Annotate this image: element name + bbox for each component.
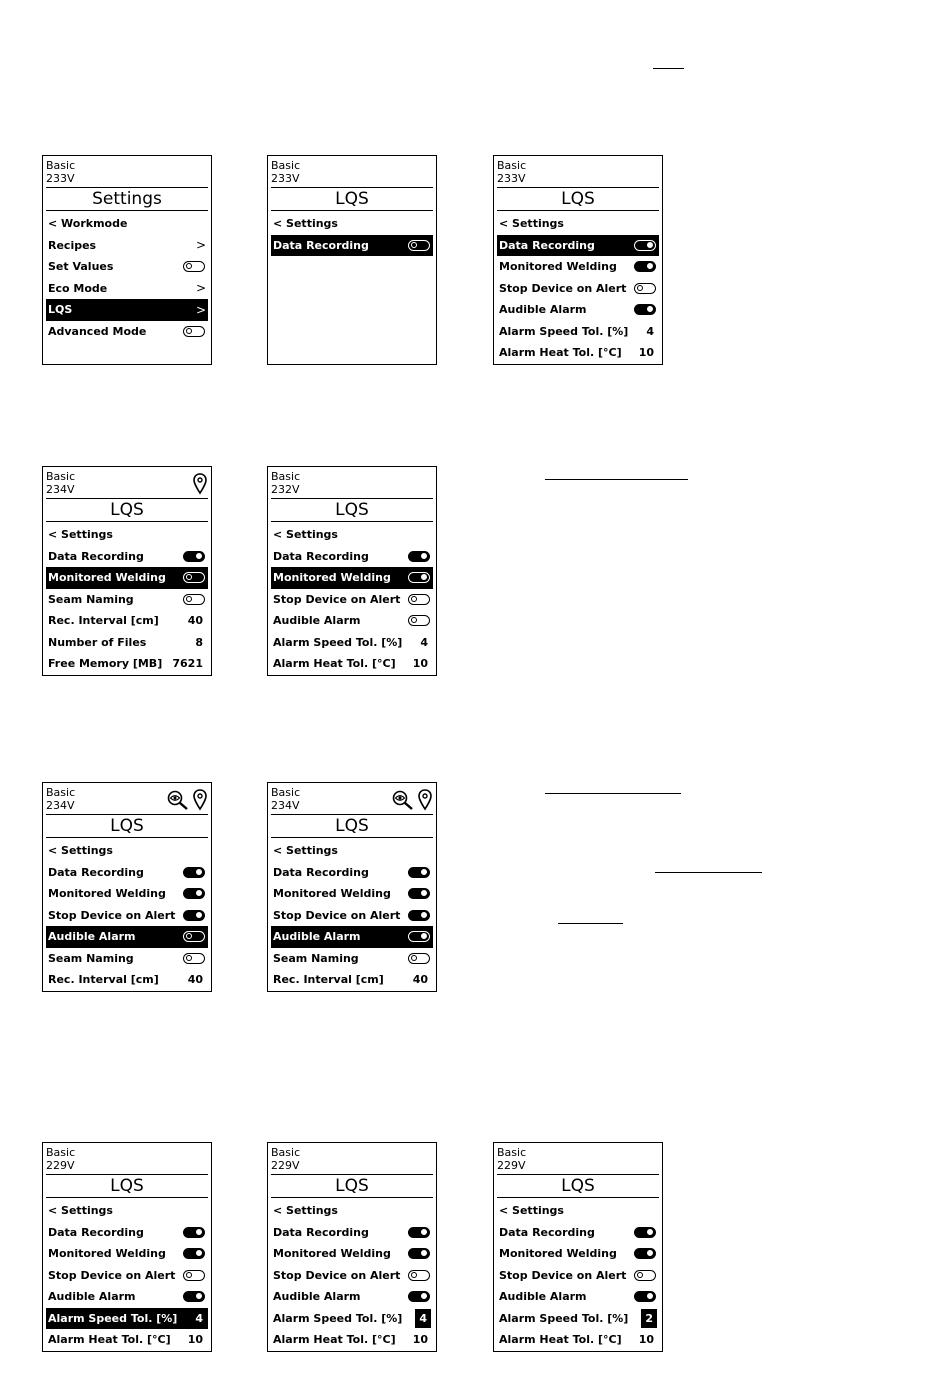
menu-item[interactable] [271,235,433,257]
menu-item[interactable] [497,1265,659,1287]
menu-item-label: Data Recording [499,1225,595,1239]
divider [497,187,659,188]
back-button[interactable] [46,213,208,235]
divider [271,1174,433,1175]
menu-list [271,524,433,675]
menu-item[interactable] [497,256,659,278]
menu-item-value: 40 [412,973,428,987]
menu-item-label: Monitored Welding [48,1247,166,1261]
toggle-switch[interactable] [183,953,205,964]
menu-item-label: Monitored Welding [273,887,391,901]
menu-item-label: Stop Device on Alert [48,1268,176,1282]
divider [271,814,433,815]
menu-item-label: Alarm Heat Tol. [°C] [499,1333,622,1347]
back-label: < Settings [48,1204,113,1218]
screen-header [497,1146,526,1172]
voltage-readout: 232V [271,483,300,496]
menu-item[interactable] [271,653,433,675]
back-label: < Workmode [48,217,128,231]
menu-item-label: Alarm Speed Tol. [%] [499,1311,629,1325]
menu-item[interactable] [46,926,208,948]
back-label: < Settings [273,1204,338,1218]
menu-item-label: Data Recording [499,238,595,252]
menu-item-label: Free Memory [MB] [48,657,163,671]
menu-item-label: Alarm Speed Tol. [%] [499,324,629,338]
menu-item-value: 7621 [172,657,203,671]
divider [271,210,433,211]
menu-item[interactable] [497,278,659,300]
menu-item-label: Stop Device on Alert [499,281,627,295]
voltage-readout: 233V [497,172,526,185]
menu-item[interactable] [271,905,433,927]
back-button[interactable] [271,524,433,546]
menu-item[interactable] [271,1222,433,1244]
back-button[interactable] [271,1200,433,1222]
menu-list [46,213,208,342]
menu-item-label: Audible Alarm [499,303,587,317]
menu-item-label: Data Recording [273,238,369,252]
menu-item-label: Rec. Interval [cm] [273,973,384,987]
back-button[interactable] [497,213,659,235]
back-button[interactable] [271,213,433,235]
menu-item-label: Alarm Heat Tol. [°C] [48,1333,171,1347]
screen-title: LQS [335,500,369,520]
toggle-switch[interactable] [408,240,430,251]
menu-item-value: 10 [412,657,428,671]
menu-item-value: 10 [638,346,654,360]
menu-item-label: Monitored Welding [48,571,166,585]
menu-item-label: Seam Naming [273,951,359,965]
menu-item-value: 4 [195,1311,203,1325]
divider [271,187,433,188]
menu-item-label: Alarm Heat Tol. [°C] [273,657,396,671]
screen-title: LQS [335,189,369,209]
toggle-switch[interactable] [408,1270,430,1281]
menu-item[interactable] [271,862,433,884]
voltage-readout: 234V [271,799,300,812]
voltage-readout: 233V [46,172,75,185]
toggle-switch[interactable] [408,1291,430,1302]
screen-header [46,470,75,496]
divider [46,187,208,188]
mode-label: Basic [46,470,76,483]
mode-label: Basic [271,786,301,799]
mode-label: Basic [46,786,76,799]
back-button[interactable] [46,524,208,546]
divider [46,837,208,838]
menu-item[interactable] [271,567,433,589]
menu-item[interactable] [271,589,433,611]
menu-item-label: Seam Naming [48,951,134,965]
mode-label: Basic [497,159,527,172]
mode-label: Basic [271,1146,301,1159]
menu-item[interactable] [497,321,659,343]
divider [271,498,433,499]
toggle-switch[interactable] [183,867,205,878]
menu-item[interactable] [46,653,208,675]
menu-item[interactable] [497,1222,659,1244]
menu-item-label: Alarm Speed Tol. [%] [273,1311,403,1325]
menu-item-label: Audible Alarm [48,930,136,944]
location-pin-icon [418,789,432,815]
toggle-switch[interactable] [183,572,205,583]
menu-item[interactable] [497,1329,659,1351]
menu-item-value: 8 [195,635,203,649]
screen-header [46,1146,75,1172]
menu-item-label: Recipes [48,238,97,252]
menu-item[interactable] [271,1265,433,1287]
toggle-switch[interactable] [408,615,430,626]
divider [271,521,433,522]
menu-item[interactable] [46,1265,208,1287]
menu-item-value: 4 [646,324,654,338]
back-button[interactable] [271,840,433,862]
divider [497,1174,659,1175]
menu-item[interactable] [497,1308,659,1330]
screen-header [46,159,75,185]
voltage-readout: 229V [271,1159,300,1172]
menu-list [271,840,433,991]
divider [271,837,433,838]
toggle-switch[interactable] [634,1291,656,1302]
toggle-switch[interactable] [408,1248,430,1259]
menu-item-label: Alarm Speed Tol. [%] [48,1311,178,1325]
toggle-switch[interactable] [183,888,205,899]
voltage-readout: 229V [497,1159,526,1172]
device-screen [267,1142,437,1352]
screen-title: LQS [110,500,144,520]
menu-item[interactable] [46,589,208,611]
menu-item-value: 10 [187,1333,203,1347]
mode-label: Basic [46,159,76,172]
device-screen [493,1142,663,1352]
back-button[interactable] [46,840,208,862]
menu-item[interactable] [46,567,208,589]
back-label: < Settings [273,217,338,231]
magnifier-eye-icon [392,790,414,814]
menu-item-value: 2 [641,1309,657,1328]
menu-item-label: LQS [48,303,73,317]
screen-header [271,159,300,185]
menu-item[interactable] [497,342,659,364]
menu-item[interactable] [46,1329,208,1351]
divider [46,1174,208,1175]
menu-item[interactable] [497,1243,659,1265]
back-label: < Settings [499,217,564,231]
device-screen [42,466,212,676]
menu-item[interactable] [46,632,208,654]
menu-item-value: 10 [638,1333,654,1347]
toggle-switch[interactable] [408,1227,430,1238]
menu-item[interactable] [46,948,208,970]
menu-item-label: Number of Files [48,635,147,649]
toggle-switch[interactable] [408,867,430,878]
screen-header [271,786,300,812]
menu-item[interactable] [46,862,208,884]
menu-item[interactable] [46,610,208,632]
menu-item-label: Rec. Interval [cm] [48,614,159,628]
toggle-switch[interactable] [634,283,656,294]
back-button[interactable] [46,1200,208,1222]
menu-item-label: Data Recording [48,865,144,879]
underline-rule [558,923,623,924]
menu-item[interactable] [46,321,208,343]
mode-label: Basic [271,470,301,483]
status-icons [167,789,207,815]
device-screen [42,155,212,365]
screen-header [271,470,300,496]
toggle-switch[interactable] [183,594,205,605]
menu-item-label: Alarm Speed Tol. [%] [273,635,403,649]
menu-item-label: Stop Device on Alert [273,1268,401,1282]
menu-item-value: 40 [187,973,203,987]
menu-item-label: Stop Device on Alert [48,908,176,922]
divider [46,1197,208,1198]
menu-item-label: Stop Device on Alert [499,1268,627,1282]
menu-item[interactable] [497,235,659,257]
device-screen [267,155,437,365]
back-label: < Settings [499,1204,564,1218]
toggle-switch[interactable] [183,551,205,562]
menu-list [271,1200,433,1351]
menu-item[interactable] [271,883,433,905]
chevron-right-icon: > [195,281,206,296]
menu-list [497,1200,659,1351]
screen-title: Settings [92,189,162,209]
menu-item-label: Audible Alarm [273,1290,361,1304]
menu-item-label: Eco Mode [48,281,108,295]
screen-header [271,1146,300,1172]
underline-rule [545,479,688,480]
voltage-readout: 229V [46,1159,75,1172]
voltage-readout: 234V [46,483,75,496]
screen-title: LQS [561,189,595,209]
divider [271,1197,433,1198]
toggle-switch[interactable] [408,572,430,583]
voltage-readout: 234V [46,799,75,812]
toggle-switch[interactable] [183,1248,205,1259]
menu-item[interactable] [46,905,208,927]
screen-header [497,159,526,185]
divider [497,1197,659,1198]
menu-item-label: Audible Alarm [499,1290,587,1304]
menu-item[interactable] [46,1286,208,1308]
menu-item[interactable] [271,969,433,991]
toggle-switch[interactable] [183,931,205,942]
menu-item[interactable] [46,883,208,905]
mode-label: Basic [46,1146,76,1159]
toggle-switch[interactable] [408,931,430,942]
menu-item-label: Audible Alarm [273,614,361,628]
menu-item-label: Monitored Welding [273,1247,391,1261]
device-screen [267,782,437,992]
menu-item-label: Data Recording [48,549,144,563]
toggle-switch[interactable] [183,1291,205,1302]
menu-item[interactable] [46,278,208,300]
back-label: < Settings [273,528,338,542]
underline-rule [655,872,762,873]
menu-item[interactable] [46,235,208,257]
toggle-switch[interactable] [634,1248,656,1259]
toggle-switch[interactable] [634,1227,656,1238]
menu-item[interactable] [271,1308,433,1330]
screen-title: LQS [110,1176,144,1196]
toggle-switch[interactable] [634,1270,656,1281]
device-screen [267,466,437,676]
menu-item[interactable] [271,926,433,948]
menu-item[interactable] [46,546,208,568]
back-label: < Settings [48,528,113,542]
menu-item[interactable] [271,1286,433,1308]
menu-item-label: Alarm Heat Tol. [°C] [499,346,622,360]
back-label: < Settings [273,844,338,858]
screen-title: LQS [561,1176,595,1196]
menu-item-label: Stop Device on Alert [273,592,401,606]
mode-label: Basic [497,1146,527,1159]
menu-item[interactable] [497,1286,659,1308]
menu-item-label: Seam Naming [48,592,134,606]
location-pin-icon [193,473,207,499]
menu-item[interactable] [271,546,433,568]
menu-item-label: Rec. Interval [cm] [48,973,159,987]
divider [46,498,208,499]
menu-item-label: Data Recording [273,1225,369,1239]
menu-item-label: Monitored Welding [48,887,166,901]
divider [497,210,659,211]
menu-item[interactable] [271,632,433,654]
screen-title: LQS [335,1176,369,1196]
toggle-switch[interactable] [183,910,205,921]
menu-item-label: Data Recording [48,1225,144,1239]
divider [46,814,208,815]
toggle-switch[interactable] [408,888,430,899]
toggle-switch[interactable] [183,261,205,272]
menu-item-label: Audible Alarm [48,1290,136,1304]
menu-item[interactable] [46,969,208,991]
menu-item-value: 4 [415,1309,431,1328]
toggle-switch[interactable] [634,261,656,272]
magnifier-eye-icon [167,790,189,814]
screen-title: LQS [110,816,144,836]
menu-list [46,524,208,675]
menu-item-label: Alarm Heat Tol. [°C] [273,1333,396,1347]
toggle-switch[interactable] [634,240,656,251]
menu-item-label: Monitored Welding [499,260,617,274]
toggle-switch[interactable] [183,1270,205,1281]
menu-item[interactable] [46,1308,208,1330]
menu-item-value: 4 [420,635,428,649]
menu-item[interactable] [46,256,208,278]
back-label: < Settings [48,844,113,858]
screen-header [46,786,75,812]
underline-rule [653,68,684,69]
toggle-switch[interactable] [408,953,430,964]
menu-item[interactable] [497,299,659,321]
screen-title: LQS [335,816,369,836]
toggle-switch[interactable] [408,594,430,605]
menu-item[interactable] [271,948,433,970]
back-button[interactable] [497,1200,659,1222]
divider [46,521,208,522]
menu-item-label: Monitored Welding [499,1247,617,1261]
divider [46,210,208,211]
menu-item-label: Data Recording [273,549,369,563]
menu-item-label: Advanced Mode [48,324,147,338]
device-screen [42,782,212,992]
menu-item-value: 40 [187,614,203,628]
device-screen [42,1142,212,1352]
toggle-switch[interactable] [408,910,430,921]
chevron-right-icon: > [195,238,206,253]
menu-item[interactable] [271,1329,433,1351]
menu-item-label: Monitored Welding [273,571,391,585]
menu-item-value: 10 [412,1333,428,1347]
chevron-right-icon: > [195,302,206,317]
menu-item[interactable] [271,1243,433,1265]
voltage-readout: 233V [271,172,300,185]
menu-item-label: Stop Device on Alert [273,908,401,922]
status-icons [193,473,207,499]
menu-item-label: Set Values [48,260,114,274]
menu-item-label: Audible Alarm [273,930,361,944]
menu-item-label: Data Recording [273,865,369,879]
device-screen [493,155,663,365]
menu-item[interactable] [46,1243,208,1265]
menu-list [497,213,659,364]
toggle-switch[interactable] [634,304,656,315]
mode-label: Basic [271,159,301,172]
toggle-switch[interactable] [408,551,430,562]
location-pin-icon [193,789,207,815]
menu-list [46,1200,208,1351]
toggle-switch[interactable] [183,326,205,337]
menu-item[interactable] [271,610,433,632]
menu-list [271,213,433,256]
menu-item[interactable] [46,1222,208,1244]
status-icons [392,789,432,815]
underline-rule [545,793,681,794]
toggle-switch[interactable] [183,1227,205,1238]
menu-item[interactable] [46,299,208,321]
menu-list [46,840,208,991]
